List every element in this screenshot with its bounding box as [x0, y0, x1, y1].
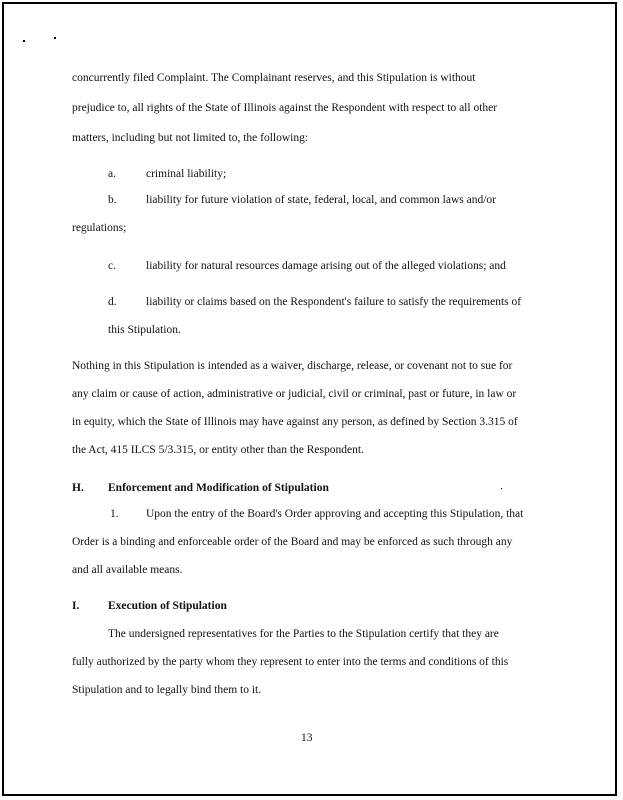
section-i-heading: Execution of Stipulation — [108, 600, 227, 612]
paragraph-1-line-1: concurrently filed Complaint. The Complainant reserves, and this Stipulation is without — [72, 72, 476, 84]
document-page — [2, 2, 617, 796]
section-h-number: 1. — [110, 508, 119, 520]
page-number: 13 — [301, 732, 313, 744]
item-text-d: liability or claims based on the Respondent's failure to satisfy the requirements of — [146, 296, 522, 308]
section-h-line-1: Upon the entry of the Board's Order approving and accepting this Stipulation, that — [146, 508, 524, 520]
section-i-letter: I. — [72, 600, 80, 612]
item-text-b-continued: regulations; — [72, 222, 127, 234]
item-marker-b: b. — [108, 194, 117, 206]
section-h-line-2: Order is a binding and enforceable order of the Board and may be enforced as such through any — [72, 536, 513, 548]
section-h-heading: Enforcement and Modification of Stipulation — [108, 482, 329, 494]
section-h-letter: H. — [72, 482, 84, 494]
section-i-line-2: fully authorized by the party whom they represent to enter into the terms and conditions of this — [72, 656, 509, 668]
scan-speck — [501, 488, 502, 489]
section-h-line-3: and all available means. — [72, 564, 183, 576]
paragraph-1-line-3: matters, including but not limited to, the following: — [72, 132, 309, 144]
item-marker-a: a. — [108, 168, 116, 180]
paragraph-2-line-4: the Act, 415 ILCS 5/3.315, or entity other than the Respondent. — [72, 444, 364, 456]
item-text-d-continued: this Stipulation. — [108, 324, 181, 336]
item-text-b: liability for future violation of state, federal, local, and common laws and/or — [146, 194, 497, 206]
item-text-c: liability for natural resources damage arising out of the alleged violations; and — [146, 260, 506, 272]
paragraph-2-line-1: Nothing in this Stipulation is intended as a waiver, discharge, release, or covenant not to sue for — [72, 360, 513, 372]
section-i-line-1: The undersigned representatives for the Parties to the Stipulation certify that they are — [108, 628, 499, 640]
paragraph-1-line-2: prejudice to, all rights of the State of Illinois against the Respondent with respect to all other — [72, 102, 498, 114]
scan-speck — [54, 37, 56, 39]
paragraph-2-line-2: any claim or cause of action, administrative or judicial, civil or criminal, past or future, in law or — [72, 388, 517, 400]
scan-speck — [23, 40, 25, 42]
section-i-line-3: Stipulation and to legally bind them to it. — [72, 684, 262, 696]
paragraph-2-line-3: in equity, which the State of Illinois may have against any person, as defined by Section 3.315 of — [72, 416, 518, 428]
item-text-a: criminal liability; — [146, 168, 227, 180]
item-marker-d: d. — [108, 296, 117, 308]
item-marker-c: c. — [108, 260, 116, 272]
